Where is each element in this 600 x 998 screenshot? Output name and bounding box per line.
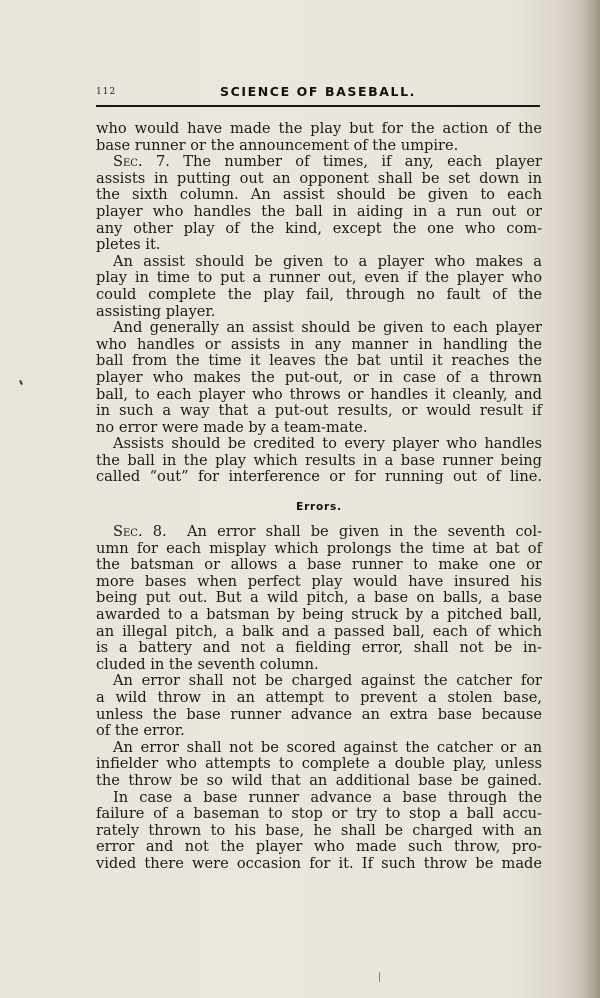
text-line: failure of a baseman to stop or try to stop a ball accu- (96, 805, 542, 823)
paragraph (96, 254, 542, 320)
text-line: An assist should be given to a player who makes a (113, 252, 542, 270)
text-line: unless the base runner advance an extra base because (96, 705, 542, 723)
text-line: being put out. But a wild pitch, a base on balls, a base (96, 589, 542, 607)
text-line: the throw be so wild that an additional base be gained. (96, 771, 542, 789)
text-line: any other play of the kind, except the one who com- (96, 219, 542, 237)
paragraph (96, 320, 542, 436)
text-line: An error shall not be scored against the catcher or an (113, 738, 542, 756)
text-line: of the error. (96, 722, 185, 740)
text-line: in such a way that a put-out results, or would result if (96, 402, 542, 420)
text-line: And generally an assist should be given to each player (113, 319, 542, 337)
text-line: play in time to put a runner out, even if the player who (96, 269, 542, 287)
text-line: the sixth column. An assist should be given to each (96, 186, 542, 204)
text-line: Assists should be credited to every player who handles (113, 435, 542, 453)
text-line: is a battery and not a fielding error, shall not be in- (96, 639, 542, 657)
page-edge-shadow (582, 0, 600, 998)
text-line: more bases when perfect play would have insured his (96, 572, 542, 590)
text-line: no error were made by a team-mate. (96, 418, 368, 436)
text-line (96, 524, 542, 541)
paper-speck (19, 380, 23, 385)
text-line: base runner or the announcement of the umpire. (96, 136, 459, 154)
paragraph (96, 121, 542, 154)
text-line: player who makes the put-out, or in case of a thrown (96, 368, 542, 386)
text-fragment: An error shall be given in the seventh col- (187, 523, 542, 541)
text-line: infielder who attempts to complete a double play, unless (96, 755, 542, 773)
text-line: error and not the player who made such throw, pro- (96, 838, 542, 856)
text-line: awarded to a batsman by being struck by a pitched ball, (96, 606, 542, 624)
text-line: called “out” for interference or for running out of line. (96, 468, 542, 486)
paragraph (96, 673, 542, 739)
text-line: An error shall not be charged against the catcher for (113, 672, 542, 690)
text-line: a wild throw in an attempt to prevent a stolen base, (96, 689, 542, 706)
paper-speck (379, 972, 380, 982)
text-line: In case a base runner advance a base through the (113, 788, 542, 806)
text-line: ball from the time it leaves the bat until it reaches the (96, 352, 542, 370)
section-label: Sec. 8. (113, 523, 167, 541)
section-label: Sec. 7. (113, 153, 170, 171)
paragraph (96, 436, 542, 486)
header-rule (96, 105, 540, 107)
text-line (96, 154, 542, 171)
text-line: who would have made the play but for the action of the (96, 120, 542, 137)
text-line: an illegal pitch, a balk and a passed ball, each of which (96, 622, 542, 640)
text-line: the ball in the play which results in a base runner being (96, 451, 542, 469)
text-line: assisting player. (96, 302, 216, 320)
page-number: 112 (96, 87, 117, 97)
page-header (96, 84, 540, 104)
body-text (96, 121, 542, 873)
text-line: vided there were occasion for it. If such throw be made (96, 854, 542, 872)
paragraph-sec-8 (96, 524, 542, 673)
text-line: the batsman or allows a base runner to make one or (96, 556, 542, 574)
paragraph (96, 790, 542, 873)
text-line: cluded in the seventh column. (96, 655, 319, 673)
text-line: assists in putting out an opponent shall be set down in (96, 169, 542, 187)
running-head: SCIENCE OF BASEBALL. (219, 84, 417, 99)
paragraph (96, 740, 542, 790)
text-line: player who handles the ball in aiding in a run out or (96, 202, 542, 220)
paragraph-sec-7 (96, 154, 542, 254)
text-line: ball, to each player who throws or handles it cleanly, and (96, 385, 542, 403)
text-fragment: The number of times, if any, each player (183, 153, 542, 171)
text-line: could complete the play fail, through no fault of the (96, 285, 542, 303)
text-line: pletes it. (96, 236, 161, 254)
text-line: who handles or assists in any manner in handling the (96, 335, 542, 353)
section-heading-errors: Errors. (296, 501, 342, 514)
text-line: umn for each misplay which prolongs the time at bat of (96, 539, 542, 557)
text-line: rately thrown to his base, he shall be charged with an (96, 821, 542, 839)
